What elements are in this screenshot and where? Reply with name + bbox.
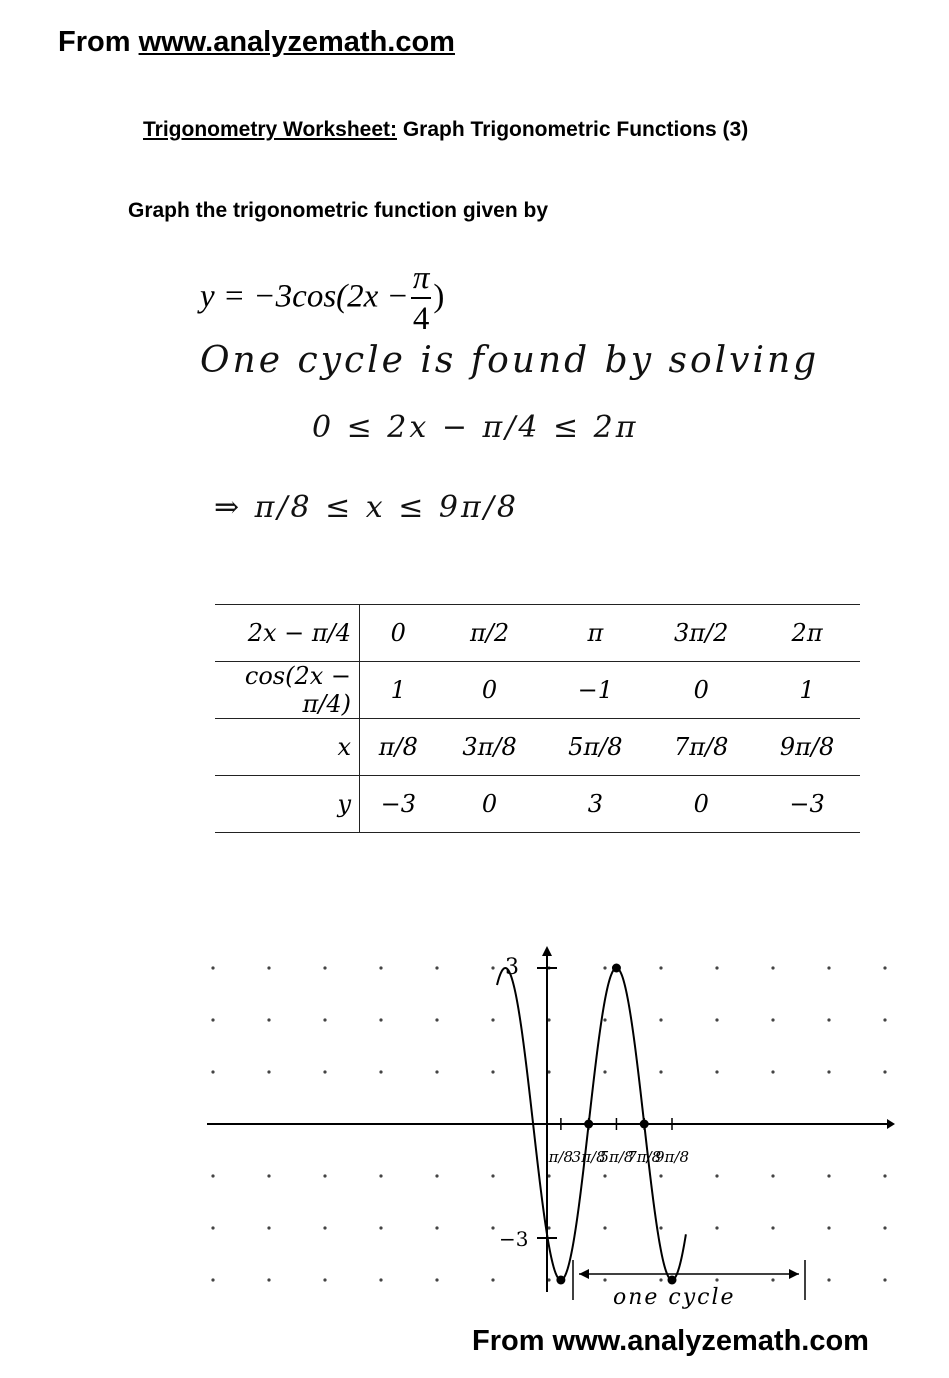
grid-dot [491, 966, 494, 969]
table-cell: 3π/8 [437, 719, 543, 776]
grid-dot [659, 1226, 662, 1229]
x-tick-labels [548, 1148, 689, 1166]
equation-fraction [411, 262, 432, 336]
grid-dot [771, 1018, 774, 1021]
grid-dot [379, 1018, 382, 1021]
table-cell: 3π/2 [648, 605, 754, 662]
grid-dot [491, 1018, 494, 1021]
key-point [584, 1120, 593, 1129]
grid-dot [827, 1070, 830, 1073]
table-cell: 1 [754, 662, 860, 719]
grid-dot [211, 1278, 214, 1281]
grid-dot [715, 1070, 718, 1073]
grid-dot [603, 1226, 606, 1229]
row-header: cos(2x − π/4) [215, 662, 360, 719]
grid-dot [715, 966, 718, 969]
cycle-right-arrow-icon [789, 1269, 799, 1279]
grid-dot [659, 1070, 662, 1073]
grid-dot [771, 1174, 774, 1177]
key-point [612, 964, 621, 973]
table-cell: 0 [648, 776, 754, 833]
grid-dot [435, 1278, 438, 1281]
grid-dot [603, 1278, 606, 1281]
grid-dot [883, 1226, 886, 1229]
footer-source: From www.analyzemath.com [472, 1325, 869, 1357]
function-equation [200, 262, 444, 336]
grid-dot [603, 966, 606, 969]
grid-dot [379, 1174, 382, 1177]
grid-dot [323, 1226, 326, 1229]
x-tick-label: 5π/8 [599, 1148, 634, 1166]
grid-dot [435, 966, 438, 969]
grid-dot [603, 1018, 606, 1021]
grid-dot [379, 966, 382, 969]
table-cell: 0 [437, 776, 543, 833]
fraction-numerator: π [411, 262, 432, 299]
grid-dot [771, 1070, 774, 1073]
y-max-label: 3 [505, 955, 519, 980]
table-cell: π [542, 605, 648, 662]
table-cell: π/2 [437, 605, 543, 662]
grid-dot [435, 1070, 438, 1073]
grid-dot [211, 966, 214, 969]
cycle-label: one cycle [613, 1285, 736, 1310]
grid-dot [491, 1174, 494, 1177]
grid-dot [435, 1226, 438, 1229]
grid-dot [379, 1226, 382, 1229]
grid-dot [883, 1174, 886, 1177]
grid-dot [771, 1278, 774, 1281]
grid-dot [715, 1278, 718, 1281]
table-cell: 9π/8 [754, 719, 860, 776]
grid-dot [211, 1174, 214, 1177]
table-cell: −3 [754, 776, 860, 833]
table-row [215, 719, 860, 776]
table-cell: 2π [754, 605, 860, 662]
grid-dot [659, 1278, 662, 1281]
grid-dot [435, 1018, 438, 1021]
grid-dot [715, 1018, 718, 1021]
y-axis-arrow-icon [542, 946, 552, 956]
worksheet-title-rest: Graph Trigonometric Functions (3) [402, 118, 749, 141]
grid-dot [715, 1226, 718, 1229]
key-point [640, 1120, 649, 1129]
grid-dot [827, 1018, 830, 1021]
equation-lhs: y = −3cos(2x − [200, 278, 409, 315]
grid-dot [659, 1174, 662, 1177]
handwritten-result: ⇒ π/8 ≤ x ≤ 9π/8 [214, 490, 519, 525]
source-link[interactable]: www.analyzemath.com [138, 26, 455, 58]
equation-rhs: ) [433, 278, 445, 315]
grid-dot [379, 1278, 382, 1281]
grid-dot [827, 1174, 830, 1177]
grid-dot [323, 1018, 326, 1021]
handwritten-inequality: 0 ≤ 2x − π/4 ≤ 2π [312, 410, 639, 445]
grid-dot [323, 966, 326, 969]
table-cell: −1 [542, 662, 648, 719]
table-row [215, 662, 860, 719]
grid-dot [267, 966, 270, 969]
grid-dot [379, 1070, 382, 1073]
x-axis-arrow-icon [887, 1119, 895, 1129]
table-cell: 0 [648, 662, 754, 719]
grid-dot [491, 1278, 494, 1281]
key-point [668, 1276, 677, 1285]
table-cell: π/8 [360, 719, 437, 776]
grid-dot [827, 1226, 830, 1229]
grid-dot [211, 1018, 214, 1021]
grid-dot [883, 1018, 886, 1021]
grid-dot [659, 966, 662, 969]
worksheet-title [143, 118, 748, 142]
grid-dot [827, 1278, 830, 1281]
fraction-denominator: 4 [412, 301, 430, 337]
grid-dot [883, 966, 886, 969]
grid-dot [603, 1070, 606, 1073]
instruction-text: Graph the trigonometric function given by [128, 199, 549, 222]
grid-dot [211, 1070, 214, 1073]
cosine-graph [195, 940, 895, 1320]
table-cell: 3 [542, 776, 648, 833]
grid-dot [883, 1278, 886, 1281]
cycle-left-arrow-icon [579, 1269, 589, 1279]
worksheet-title-underlined: Trigonometry Worksheet: [143, 118, 397, 141]
handwritten-note: One cycle is found by solving [200, 340, 820, 381]
source-banner [58, 26, 455, 59]
table-cell: 0 [360, 605, 437, 662]
grid-dot [659, 1018, 662, 1021]
grid-dot [603, 1174, 606, 1177]
table-cell: 5π/8 [542, 719, 648, 776]
grid-dot [267, 1278, 270, 1281]
grid-dot [715, 1174, 718, 1177]
table-cell: 1 [360, 662, 437, 719]
grid-dot [323, 1070, 326, 1073]
grid-dot [771, 1226, 774, 1229]
table-cell: 0 [437, 662, 543, 719]
row-header: x [215, 719, 360, 776]
grid-dot [827, 966, 830, 969]
x-tick-label: π/8 [548, 1148, 574, 1166]
grid-dot [491, 1226, 494, 1229]
x-tick-label: 3π/8 [571, 1148, 606, 1166]
y-min-label: −3 [499, 1227, 529, 1251]
grid-dot [491, 1070, 494, 1073]
grid-dot [267, 1018, 270, 1021]
row-header: 2x − π/4 [215, 605, 360, 662]
grid-dot [267, 1174, 270, 1177]
grid-dot [267, 1226, 270, 1229]
grid-dot [435, 1174, 438, 1177]
grid-dot [771, 966, 774, 969]
row-header: y [215, 776, 360, 833]
table-row [215, 776, 860, 833]
grid-dot [323, 1174, 326, 1177]
grid-dot [883, 1070, 886, 1073]
table-row [215, 605, 860, 662]
source-from-label: From [58, 26, 131, 58]
x-tick-label: 9π/8 [655, 1148, 689, 1166]
values-table [215, 604, 860, 833]
x-tick-label: 7π/8 [627, 1148, 662, 1166]
table-cell: 7π/8 [648, 719, 754, 776]
grid-dot [267, 1070, 270, 1073]
table-cell: −3 [360, 776, 437, 833]
grid-dot [211, 1226, 214, 1229]
grid-dot [323, 1278, 326, 1281]
key-point [556, 1276, 565, 1285]
